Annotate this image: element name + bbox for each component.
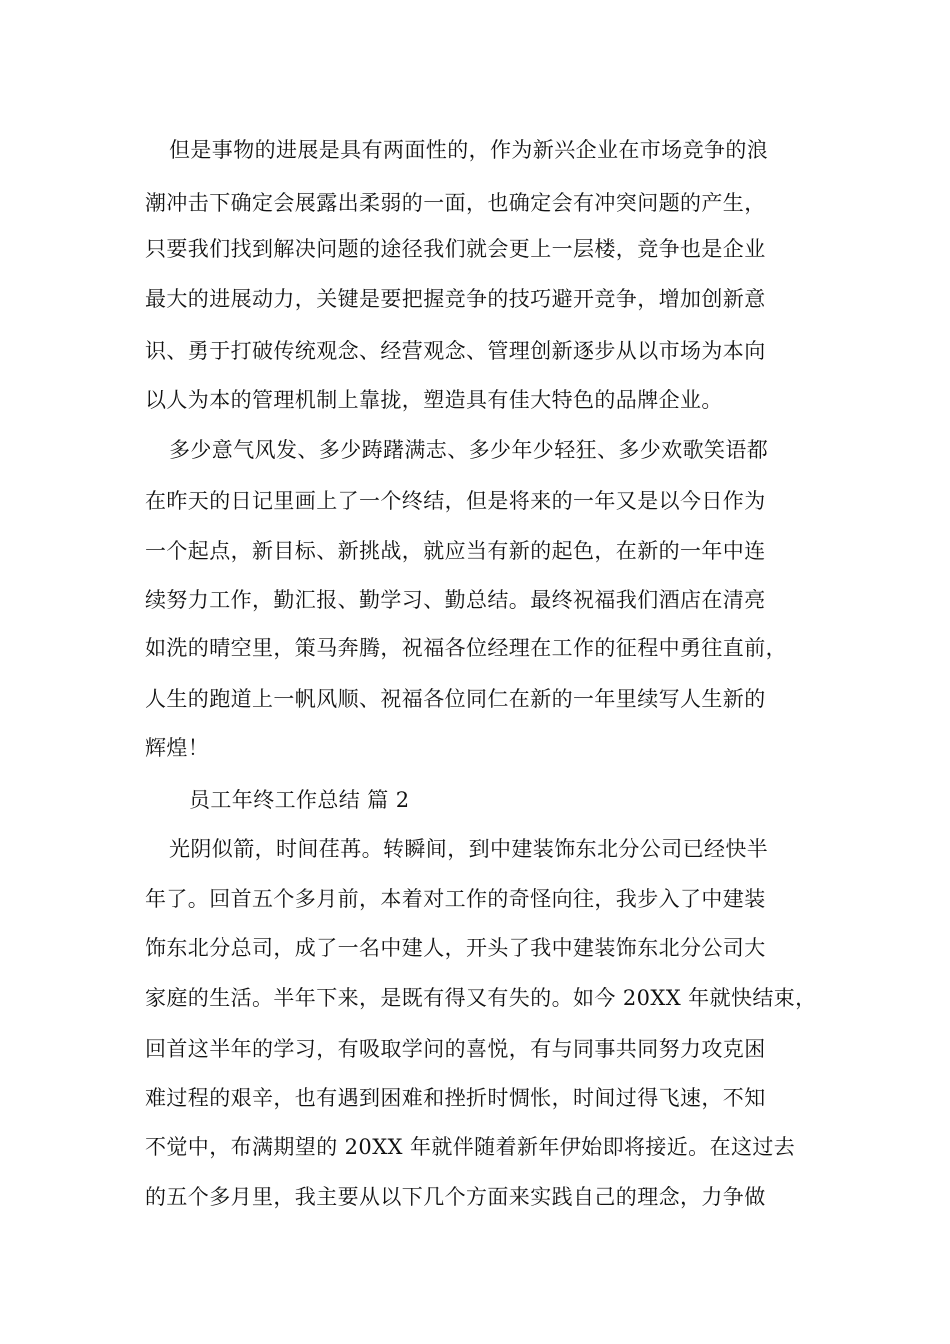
paragraph-2-line-7: 辉煌！ xyxy=(145,736,210,760)
paragraph-1-line-2: 潮冲击下确定会展露出柔弱的一面，也确定会有冲突问题的产生， xyxy=(145,191,766,215)
paragraph-2-line-3: 一个起点，新目标、新挑战，就应当有新的起色，在新的一年中连 xyxy=(145,539,766,563)
paragraph-2-line-6: 人生的跑道上一帆风顺、祝福各位同仁在新的一年里续写人生新的 xyxy=(145,687,766,711)
paragraph-3-line-3: 饰东北分总司，成了一名中建人，开头了我中建装饰东北分公司大 xyxy=(145,936,766,960)
paragraph-1-line-3: 只要我们找到解决问题的途径我们就会更上一层楼，竞争也是企业 xyxy=(145,237,766,261)
paragraph-2-line-5: 如洗的晴空里，策马奔腾，祝福各位经理在工作的征程中勇往直前， xyxy=(145,636,787,660)
paragraph-2-line-4: 续努力工作，勤汇报、勤学习、勤总结。最终祝福我们酒店在清亮 xyxy=(145,588,766,612)
paragraph-2-line-1: 多少意气风发、多少踌躇满志、多少年少轻狂、多少欢歌笑语都 xyxy=(169,438,769,462)
paragraph-3-line-8: 的五个多月里，我主要从以下几个方面来实践自己的理念，力争做 xyxy=(145,1185,766,1209)
paragraph-2-line-2: 在昨天的日记里画上了一个终结，但是将来的一年又是以今日作为 xyxy=(145,489,766,513)
paragraph-3-line-7: 不觉中，布满期望的 20XX 年就伴随着新年伊始即将接近。在这过去 xyxy=(145,1135,796,1159)
paragraph-1-line-1: 但是事物的进展是具有两面性的，作为新兴企业在市场竞争的浪 xyxy=(169,138,769,162)
paragraph-1-line-5: 识、勇于打破传统观念、经营观念、管理创新逐步从以市场为本向 xyxy=(145,339,766,363)
paragraph-3-line-1: 光阴似箭，时间荏苒。转瞬间，到中建装饰东北分公司已经快半 xyxy=(169,837,769,861)
paragraph-3-line-4: 家庭的生活。半年下来，是既有得又有失的。如今 20XX 年就快结束， xyxy=(145,986,817,1010)
paragraph-1-line-6: 以人为本的管理机制上靠拢，塑造具有佳大特色的品牌企业。 xyxy=(145,388,723,412)
paragraph-3-line-2: 年了。回首五个多月前，本着对工作的奇怪向往，我步入了中建装 xyxy=(145,887,766,911)
paragraph-1-line-4: 最大的进展动力，关键是要把握竞争的技巧避开竞争，增加创新意 xyxy=(145,287,766,311)
paragraph-3-line-5: 回首这半年的学习，有吸取学问的喜悦，有与同事共同努力攻克困 xyxy=(145,1037,766,1061)
section-heading: 员工年终工作总结 篇 2 xyxy=(189,788,410,812)
paragraph-3-line-6: 难过程的艰辛，也有遇到困难和挫折时惆怅，时间过得飞速，不知 xyxy=(145,1086,766,1110)
